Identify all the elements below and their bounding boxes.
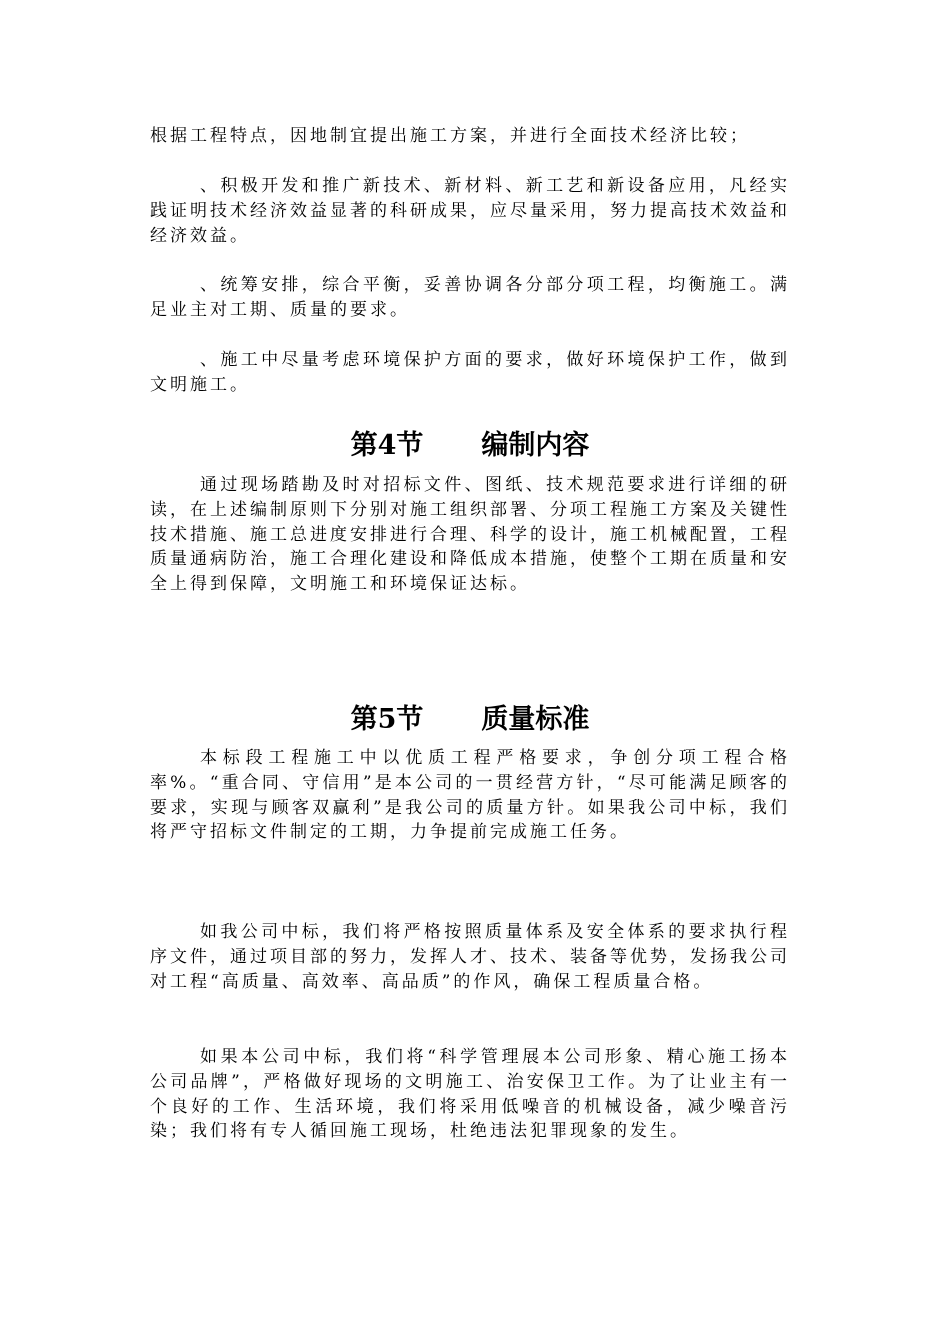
paragraph-principle-3: 、统筹安排，综合平衡，妥善协调各分部分项工程，均衡施工。满足业主对工期、质量的要求。 <box>150 275 790 320</box>
paragraph-content-1: 通过现场踏勘及时对招标文件、图纸、技术规范要求进行详细的研读，在上述编制原则下分别对施工组织部署、分项工程施工方案及关键性技术措施、施工总进度安排进行合理、科学的设计，施工机械配置，工程质量通病防治，施工合理化建设和降低成本措施，使整个工期在质量和安全上得到保障，文明施工和环境保证达标。 <box>150 475 790 595</box>
section-5-title: 质量标准 <box>481 704 590 735</box>
paragraph-principle-4: 、施工中尽量考虑环境保护方面的要求，做好环境保护工作，做到文明施工。 <box>150 350 790 395</box>
paragraph-quality-3: 如果本公司中标，我们将“科学管理展本公司形象、精心施工扬本公司品牌”，严格做好现场的文明施工、治安保卫工作。为了让业主有一个良好的工作、生活环境，我们将采用低噪音的机械设备，减少噪音污染；我们将有专人循回施工现场，杜绝违法犯罪现象的发生。 <box>150 1047 790 1142</box>
section-4-title: 编制内容 <box>481 430 590 461</box>
paragraph-principle-1: 根据工程特点，因地制宜提出施工方案，并进行全面技术经济比较； <box>150 126 750 146</box>
section-4-heading <box>150 428 790 464</box>
paragraph-principle-2: 、积极开发和推广新技术、新材料、新工艺和新设备应用，凡经实践证明技术经济效益显著的科研成果，应尽量采用，努力提高技术效益和经济效益。 <box>150 176 790 246</box>
section-4-number: 第4节 <box>350 430 424 461</box>
paragraph-quality-1: 本标段工程施工中以优质工程严格要求，争创分项工程合格率%。“重合同、守信用”是本公司的一贯经营方针，“尽可能满足顾客的要求，实现与顾客双赢利”是我公司的质量方针。如果我公司中标，我们将严守招标文件制定的工期，力争提前完成施工任务。 <box>150 748 790 843</box>
section-5-number: 第5节 <box>350 704 424 735</box>
section-5-heading <box>150 702 790 738</box>
paragraph-quality-2: 如我公司中标，我们将严格按照质量体系及安全体系的要求执行程序文件，通过项目部的努力，发挥人才、技术、装备等优势，发扬我公司对工程“高质量、高效率、高品质”的作风，确保工程质量合格。 <box>150 922 790 992</box>
